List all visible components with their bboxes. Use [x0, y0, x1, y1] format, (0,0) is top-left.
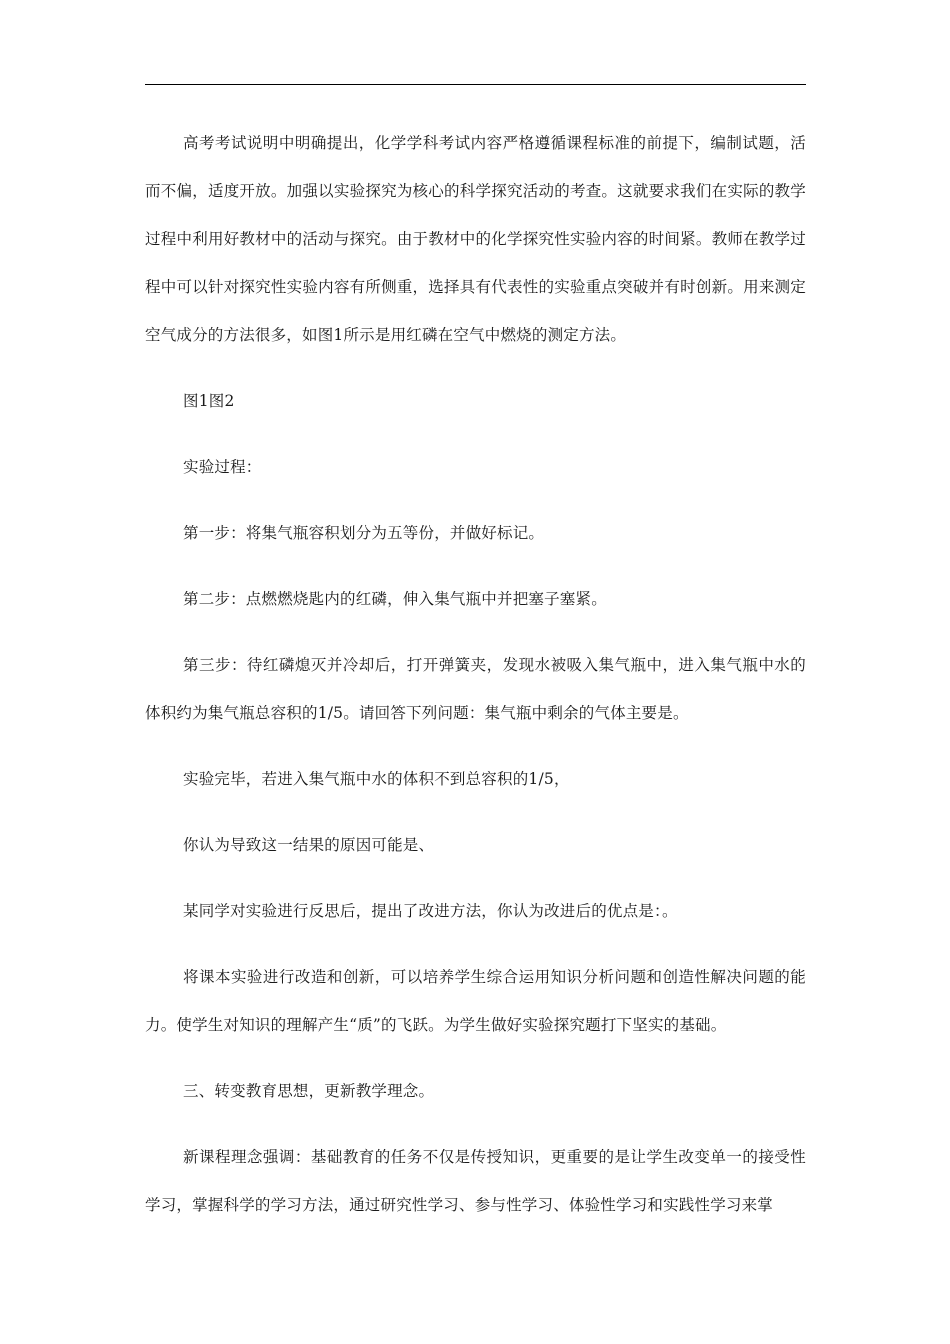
paragraph-cause-question: 你认为导致这一结果的原因可能是、: [183, 836, 435, 854]
paragraph-new-curriculum: 新课程理念强调：基础教育的任务不仅是传授知识，更重要的是让学生改变单一的接受性学习，掌握科学的学习方法，通过研究性学习、参与性学习、体验性学习和实践性学习来掌: [145, 1148, 806, 1214]
paragraph-innovation: 将课本实验进行改造和创新，可以培养学生综合运用知识分析问题和创造性解决问题的能力。使学生对知识的理解产生“质”的飞跃。为学生做好实验探究题打下坚实的基础。: [145, 968, 806, 1034]
paragraph-improvement-question: 某同学对实验进行反思后，提出了改进方法，你认为改进后的优点是：。: [183, 902, 678, 920]
paragraph-intro: 高考考试说明中明确提出，化学学科考试内容严格遵循课程标准的前提下，编制试题，活而不偏，适度开放。加强以实验探究为核心的科学探究活动的考查。这就要求我们在实际的教学过程中利用好教材中的活动与探究。由于教材中的化学探究性实验内容的时间紧。教师在教学过程中可以针对探究性实验内容有所侧重，选择具有代表性的实验重点突破并有时创新。用来测定空气成分的方法很多，如图1所示是用红磷在空气中燃烧的测定方法。: [145, 134, 806, 344]
paragraph-section-three-heading: 三、转变教育思想，更新教学理念。: [183, 1082, 435, 1100]
header-rule: [145, 84, 806, 85]
paragraph-step-three: 第三步：待红磷熄灭并冷却后，打开弹簧夹，发现水被吸入集气瓶中，进入集气瓶中水的体积约为集气瓶总容积的1/5。请回答下列问题：集气瓶中剩余的气体主要是。: [145, 656, 806, 722]
paragraph-experiment-heading: 实验过程：: [183, 458, 262, 476]
document-body: [145, 119, 806, 1229]
paragraph-step-one: 第一步：将集气瓶容积划分为五等份，并做好标记。: [183, 524, 545, 542]
paragraph-step-two: 第二步：点燃燃烧匙内的红磷，伸入集气瓶中并把塞子塞紧。: [183, 590, 607, 608]
paragraph-figure-caption: 图1图2: [183, 392, 235, 410]
paragraph-result-condition: 实验完毕，若进入集气瓶中水的体积不到总容积的1/5，: [183, 770, 570, 788]
